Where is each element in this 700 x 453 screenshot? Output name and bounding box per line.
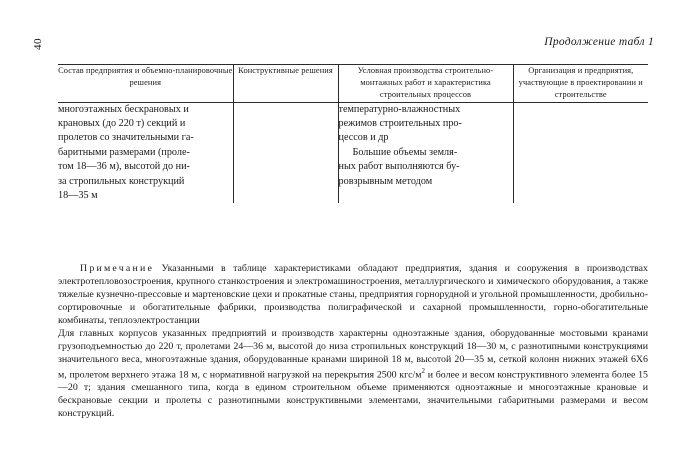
note-text-2b: и более и весом конструктивного элемента более 15—20 т; здания смешанного типа, когда в едином строительном объеме применяются одноэтажные и многоэтажные крановые и бескрановые секции и пролеты с разнотипными конструктивными элементами, значительными габаритными размерами и весом конструкций. bbox=[58, 368, 648, 419]
cell-conditions-text bbox=[339, 103, 513, 189]
line: Большие объемы земля- bbox=[352, 146, 458, 158]
cell-composition-text bbox=[58, 103, 233, 203]
column-header-structural: Конструктивные решения bbox=[233, 65, 338, 103]
table-head bbox=[58, 65, 648, 103]
line: за стропильных конструкций bbox=[58, 175, 185, 187]
cell-structural-text bbox=[234, 103, 338, 116]
data-table bbox=[58, 64, 648, 203]
table-header-row bbox=[58, 65, 648, 103]
line: том 18—36 м), высотой до ни- bbox=[58, 161, 190, 173]
line: многоэтажных бескрановых и bbox=[58, 103, 189, 115]
line: ных работ выполняются бу- bbox=[338, 161, 460, 173]
column-header-conditions: Условная производства строительно-монтажных работ и характеристика строительных процессов bbox=[338, 65, 513, 103]
note-text-1: Указанными в таблице характеристиками обладают предприятия, здания и сооружения в производствах электротепловозостроения, крупного станкостроения и электромашиностроения, металлургического и химического оборудования, а также тяжелые кузнечно-прессовые и мартеновские цехи и прокатные станы, предприятия горнорудной и угольной промышленности, дробильно-сортировочные и обогатительные фабрики, производства полиграфической и сахарной промышленности, горно-обогатительные комбинаты, теплоэлектростанции bbox=[58, 263, 648, 327]
line: пролетов со значительными га- bbox=[58, 132, 194, 144]
note-paragraph-1 bbox=[58, 262, 648, 327]
line: 18—35 м bbox=[58, 190, 98, 202]
note-superscript: 2 bbox=[421, 366, 426, 375]
table-wrapper bbox=[58, 64, 648, 203]
note-paragraph-2 bbox=[58, 327, 648, 420]
line: режимов строительных про- bbox=[338, 118, 462, 130]
running-head: Продолжение табл 1 bbox=[544, 36, 654, 48]
cell-conditions bbox=[338, 102, 513, 203]
cell-organizations bbox=[513, 102, 648, 203]
line: температурно-влажностных bbox=[338, 103, 461, 115]
table-row bbox=[58, 102, 648, 203]
column-header-organizations: Организация и предприятия, участвующие в проектировании и строительстве bbox=[513, 65, 648, 103]
line: ровзрывным методом bbox=[338, 175, 433, 187]
note-block bbox=[58, 262, 648, 420]
cell-composition bbox=[58, 102, 233, 203]
note-label: Примечание bbox=[80, 263, 155, 274]
line: цессов и др bbox=[338, 132, 389, 144]
cell-structural bbox=[233, 102, 338, 203]
line: баритными размерами (проле- bbox=[58, 146, 190, 158]
column-header-composition: Состав предприятия и объемно-планировочные решения bbox=[58, 65, 233, 103]
table-body bbox=[58, 102, 648, 203]
note-text-2a: Для главных корпусов указанных предприятий и производств характерны одноэтажные здания, оборудованные мостовыми кранами грузоподъемностью до 220 т, пролетами 24—36 м, высотой до низа стропильных конструкций 18—30 м, с разнотипными конструкциями значительного веса, многоэтажные здания, оборудованные кранами шириной 18 м, высотой 20—35 м, сеткой колонн нижних этажей 6Х6 м, пролетом верхнего этажа 18 м, с нормативной нагрузкой на перекрытия 2500 кгс/м bbox=[58, 328, 648, 380]
cell-organizations-text bbox=[514, 103, 649, 116]
page-number: 40 bbox=[32, 38, 44, 50]
line: крановых (до 220 т) секций и bbox=[58, 118, 186, 130]
